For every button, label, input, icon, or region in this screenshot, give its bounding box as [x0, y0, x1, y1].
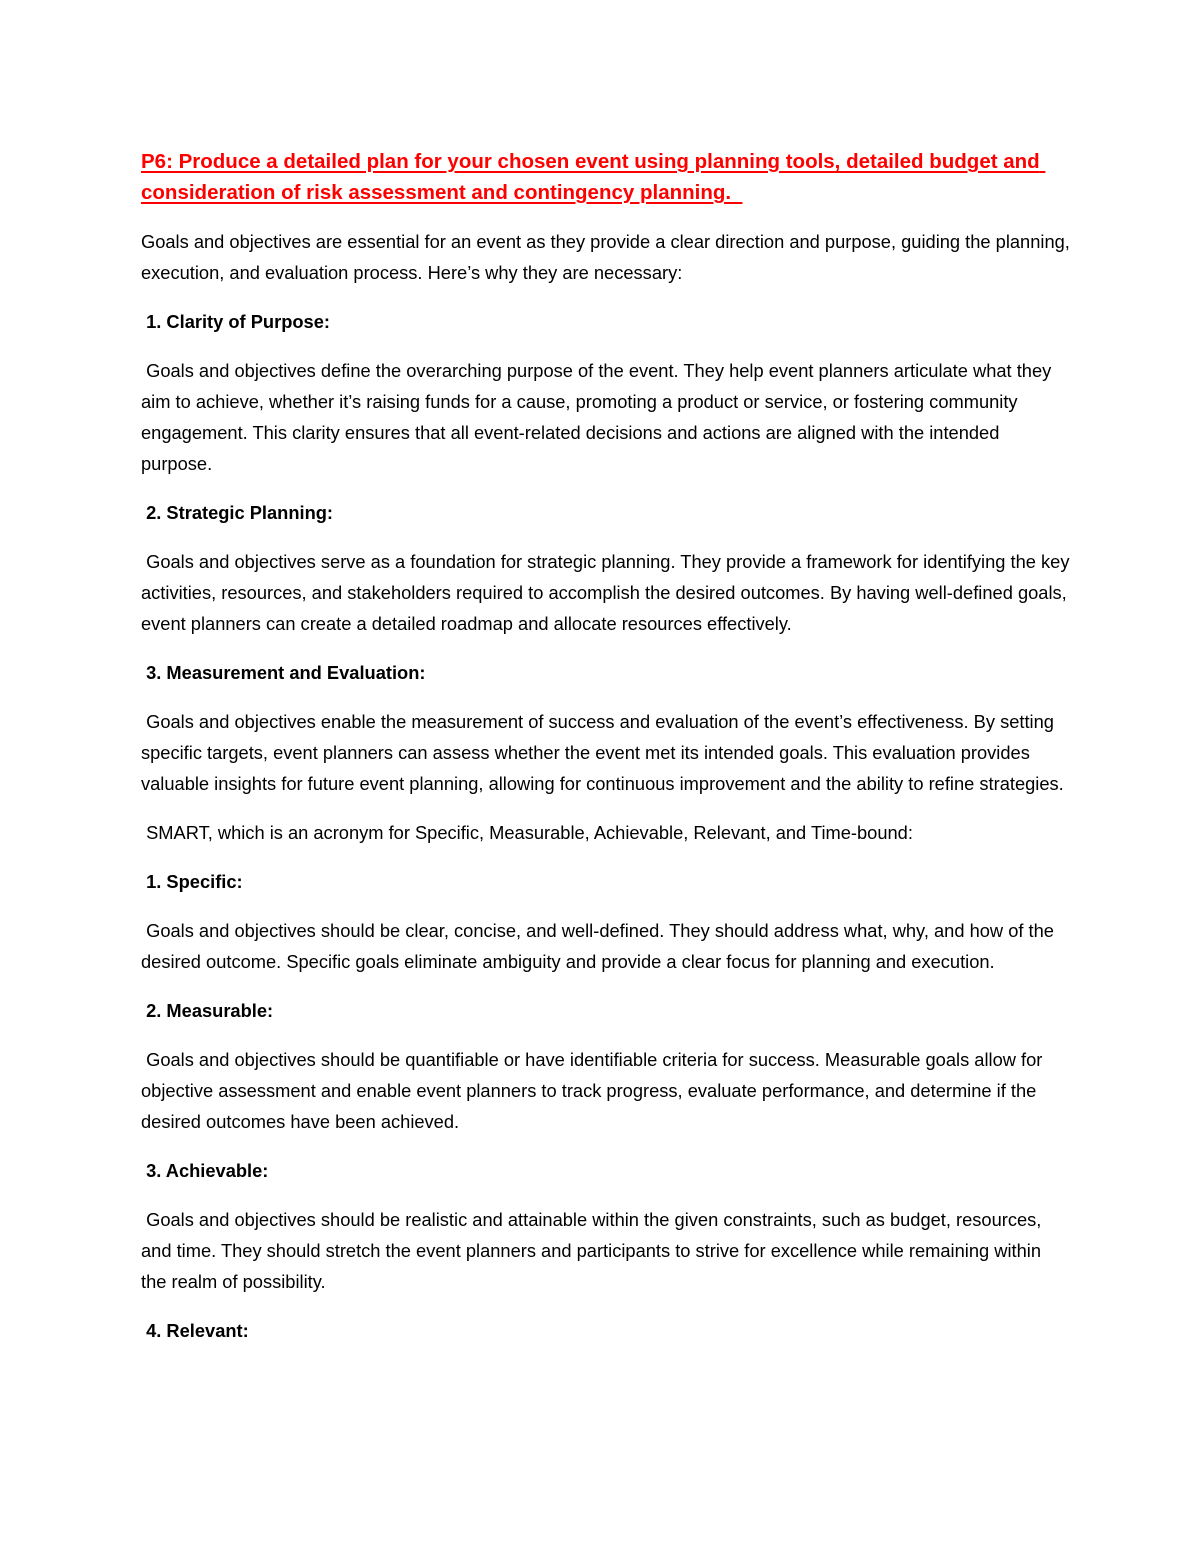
reason-heading-strategic — [141, 497, 1071, 528]
smart-intro-paragraph — [141, 817, 1071, 848]
smart-paragraph-text: Goals and objectives should be quantifiable or have identifiable criteria for success. Measurable goals allow for objective assessment and enable event planners to track progress, evaluate performance, and determine if the desired outcomes have been achieved. — [141, 1049, 1048, 1132]
smart-heading-relevant — [141, 1315, 1071, 1346]
intro-paragraph: Goals and objectives are essential for an event as they provide a clear direction and purpose, guiding the planning, execution, and evaluation process. Here’s why they are necessary: — [141, 231, 1075, 283]
document-heading: P6: Produce a detailed plan for your chosen event using planning tools, detailed budget and consideration of risk assessment and contingency planning. — [141, 150, 1046, 204]
reason-paragraph-measurement — [141, 706, 1071, 799]
reason-heading-text: 1. Clarity of Purpose: — [146, 311, 330, 332]
smart-heading-measurable — [141, 995, 1071, 1026]
reason-paragraph-text: Goals and objectives serve as a foundation for strategic planning. They provide a framework for identifying the key activities, resources, and stakeholders required to accomplish the desired outcomes. By having well-defined goals, event planners can create a detailed roadmap and allocate resources effectively. — [141, 551, 1075, 634]
smart-heading-text: 1. Specific: — [146, 871, 243, 892]
document-body — [141, 146, 1075, 1364]
reason-paragraph-text: Goals and objectives enable the measurement of success and evaluation of the event’s effectiveness. By setting specific targets, event planners can assess whether the event met its intended goals. This evaluation provides valuable insights for future event planning, allowing for continuous improvement and the ability to refine strategies. — [141, 711, 1064, 794]
smart-heading-specific — [141, 866, 1071, 897]
smart-paragraph-text: Goals and objectives should be realistic and attainable within the given constraints, such as budget, resources, and time. They should stretch the event planners and participants to strive for excellence while remaining within the realm of possibility. — [141, 1209, 1047, 1292]
reason-heading-clarity — [141, 306, 1071, 337]
smart-heading-text: 3. Achievable: — [146, 1160, 269, 1181]
reason-heading-text: 2. Strategic Planning: — [146, 502, 334, 523]
reason-heading-measurement — [141, 657, 1071, 688]
smart-intro-text: SMART, which is an acronym for Specific, Measurable, Achievable, Relevant, and Time-bound: — [146, 822, 913, 843]
smart-paragraph-specific — [141, 915, 1071, 977]
smart-heading-text: 2. Measurable: — [146, 1000, 274, 1021]
smart-paragraph-text: Goals and objectives should be clear, concise, and well-defined. They should address what, why, and how of the desired outcome. Specific goals eliminate ambiguity and provide a clear focus for planning and execution. — [141, 920, 1060, 972]
reason-heading-text: 3. Measurement and Evaluation: — [146, 662, 426, 683]
reason-paragraph-clarity — [141, 355, 1071, 479]
reason-paragraph-strategic — [141, 546, 1075, 639]
smart-paragraph-achievable — [141, 1204, 1071, 1297]
smart-heading-text: 4. Relevant: — [146, 1320, 249, 1341]
reason-paragraph-text: Goals and objectives define the overarching purpose of the event. They help event planners articulate what they aim to achieve, whether it’s raising funds for a cause, promoting a product or service, or fostering community engagement. This clarity ensures that all event-related decisions and actions are aligned with the intended purpose. — [141, 360, 1057, 474]
smart-paragraph-measurable — [141, 1044, 1071, 1137]
smart-heading-achievable — [141, 1155, 1071, 1186]
